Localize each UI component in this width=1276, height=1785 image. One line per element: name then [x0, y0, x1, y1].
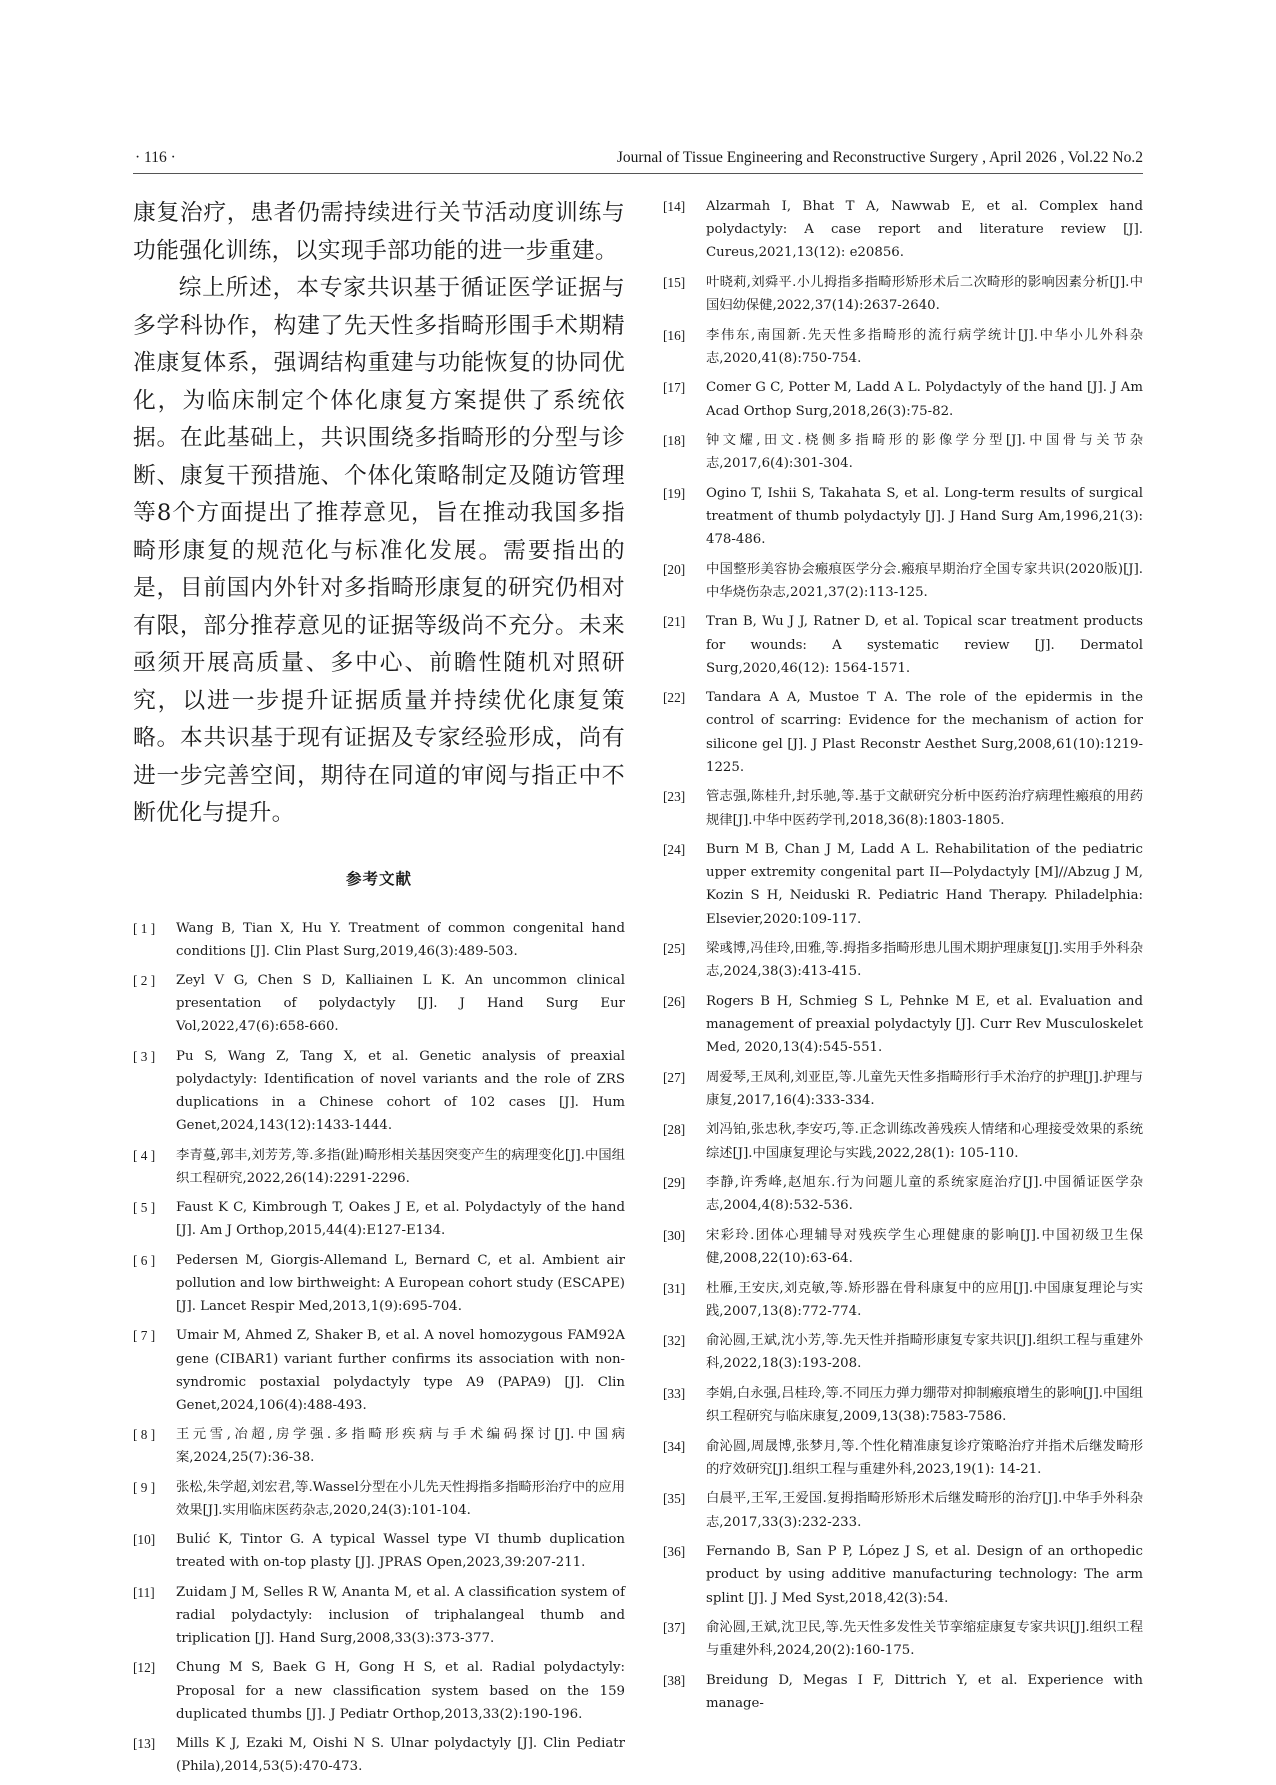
reference-text: Umair M, Ahmed Z, Shaker B, et al. A novel homozygous FAM92A gene (CIBAR1) variant further confirms its association with non-syndromic postaxial polydactyly type A9 (PAPA9) [J]. Clin Genet,2024,106(4):488-493. — [176, 1328, 625, 1413]
reference-item — [133, 1249, 625, 1319]
reference-number: [26] — [663, 993, 686, 1009]
reference-number: [ 9 ] — [133, 1479, 156, 1495]
reference-item — [133, 1423, 625, 1469]
reference-item — [133, 1144, 625, 1190]
reference-text: 钟文耀,田文.桡侧多指畸形的影像学分型[J].中国骨与关节杂志,2017,6(4):301-304. — [706, 433, 1143, 472]
reference-text: 叶晓莉,刘舜平.小儿拇指多指畸形矫形术后二次畸形的影响因素分析[J].中国妇幼保健,2022,37(14):2637-2640. — [706, 274, 1143, 314]
running-title: Journal of Tissue Engineering and Reconstructive Surgery , April 2026 , Vol.22 No.2 — [616, 149, 1143, 166]
reference-item — [663, 937, 1143, 983]
reference-number: [ 2 ] — [133, 973, 156, 988]
reference-text: 李伟东,南国新.先天性多指畸形的流行病学统计[J].中华小儿外科杂志,2020,41(8):750-754. — [706, 327, 1143, 366]
references-heading: 参考文献 — [345, 869, 412, 888]
reference-item — [663, 1066, 1143, 1112]
reference-item — [133, 1045, 625, 1138]
reference-item — [663, 686, 1143, 779]
reference-text: Mills K J, Ezaki M, Oishi N S. Ulnar polydactyly [J]. Clin Pediatr (Phila),2014,53(5):470-473. — [176, 1736, 625, 1775]
reference-number: [16] — [663, 327, 686, 343]
body-paragraph: 康复治疗，患者仍需持续进行关节活动度训练与功能强化训练，以实现手部功能的进一步重建。 — [133, 200, 625, 264]
reference-text: 李青蔓,郭丰,刘芳芳,等.多指(趾)畸形相关基因突变产生的病理变化[J].中国组织工程研究,2022,26(14):2291-2296. — [176, 1147, 625, 1186]
reference-item — [663, 1435, 1143, 1481]
reference-number: [25] — [663, 941, 686, 957]
reference-list-right — [663, 195, 1143, 1715]
reference-text: Ogino T, Ishii S, Takahata S, et al. Long-term results of surgical treatment of thumb polydactyly [J]. J Hand Surg Am,1996,21(3): 478-486. — [706, 485, 1143, 548]
reference-number: [ 1 ] — [133, 920, 156, 936]
reference-text: 刘冯铂,张忠秋,李安巧,等.正念训练改善残疾人情绪和心理接受效果的系统综述[J].中国康复理论与实践,2022,28(1): 105-110. — [706, 1122, 1143, 1161]
reference-number: [21] — [663, 614, 686, 630]
reference-number: [23] — [663, 789, 686, 805]
reference-number: [20] — [663, 561, 686, 577]
reference-item — [663, 271, 1143, 317]
reference-text: Alzarmah I, Bhat T A, Nawwab E, et al. Complex hand polydactyly: A case report and literature review [J]. Cureus,2021,13(12): e20856. — [706, 199, 1143, 261]
reference-number: [34] — [663, 1438, 686, 1454]
reference-item — [133, 1581, 625, 1651]
reference-item — [663, 482, 1143, 552]
reference-number: [27] — [663, 1069, 686, 1085]
reference-text: Chung M S, Baek G H, Gong H S, et al. Radial polydactyly: Proposal for a new classification system based on the 159 duplicated thumbs [J]. J Pediatr Orthop,2013,33(2):190-196. — [176, 1660, 625, 1722]
reference-item — [663, 1118, 1143, 1164]
reference-number: [31] — [663, 1280, 686, 1296]
reference-item — [133, 1732, 625, 1778]
reference-item — [663, 1382, 1143, 1428]
reference-text: 俞沁圆,王斌,沈小芳,等.先天性并指畸形康复专家共识[J].组织工程与重建外科,2022,18(3):193-208. — [706, 1333, 1143, 1372]
reference-text: 张松,朱学超,刘宏君,等.Wassel分型在小儿先天性拇指多指畸形治疗中的应用效果[J].实用临床医药杂志,2020,24(3):101-104. — [176, 1479, 625, 1518]
reference-number: [19] — [663, 485, 686, 501]
reference-item — [133, 969, 625, 1039]
reference-text: Faust K C, Kimbrough T, Oakes J E, et al. Polydactyly of the hand [J]. Am J Orthop,2015,44(4):E127-E134. — [176, 1200, 625, 1239]
reference-list-left — [133, 917, 625, 1779]
reference-text: Zuidam J M, Selles R W, Ananta M, et al. A classification system of radial polydactyly: inclusion of triphalangeal thumb and triplication [J]. Hand Surg,2008,33(3):373-377. — [176, 1584, 625, 1647]
reference-number: [ 7 ] — [133, 1328, 156, 1344]
page-header — [133, 145, 1143, 174]
reference-item — [663, 785, 1143, 831]
reference-text: 杜雁,王安庆,刘克敏,等.矫形器在骨科康复中的应用[J].中国康复理论与实践,2007,13(8):772-774. — [706, 1280, 1143, 1319]
reference-number: [10] — [133, 1532, 156, 1548]
reference-text: Burn M B, Chan J M, Ladd A L. Rehabilitation of the pediatric upper extremity congenital part II—Polydactyly [M]//Abzug J M, Kozin S H, Neiduski R. Pediatric Hand Therapy. Philadelphia: Elsevier,2020:109-117. — [706, 842, 1143, 927]
page-number: · 116 · — [135, 149, 176, 166]
reference-item — [133, 1324, 625, 1417]
reference-number: [ 4 ] — [133, 1147, 156, 1163]
reference-text: Rogers B H, Schmieg S L, Pehnke M E, et al. Evaluation and management of preaxial polydactyly [J]. Curr Rev Musculoskelet Med, 2020,13(4):545-551. — [706, 993, 1143, 1056]
reference-text: 中国整形美容协会瘢痕医学分会.瘢痕早期治疗全国专家共识(2020版)[J].中华烧伤杂志,2021,37(2):113-125. — [706, 561, 1143, 600]
reference-number: [30] — [663, 1227, 686, 1243]
reference-number: [17] — [663, 380, 686, 396]
reference-text: Pedersen M, Giorgis-Allemand L, Bernard C, et al. Ambient air pollution and low birthweight: A European cohort study (ESCAPE) [J]. Lancet Respir Med,2013,1(9):695-704. — [176, 1252, 625, 1315]
reference-text: 白晨平,王军,王爱国.复拇指畸形矫形术后继发畸形的治疗[J].中华手外科杂志,2017,33(3):232-233. — [706, 1491, 1143, 1530]
reference-text: 俞沁圆,王斌,沈卫民,等.先天性多发性关节挛缩症康复专家共识[J].组织工程与重建外科,2024,20(2):160-175. — [706, 1620, 1143, 1659]
reference-item — [663, 1277, 1143, 1323]
reference-text: 宋彩玲.团体心理辅导对残疾学生心理健康的影响[J].中国初级卫生保健,2008,22(10):63-64. — [706, 1227, 1143, 1267]
reference-item — [663, 1329, 1143, 1375]
left-column — [133, 195, 625, 1785]
reference-text: 李娟,白永强,吕桂玲,等.不同压力弹力绷带对抑制瘢痕增生的影响[J].中国组织工程研究与临床康复,2009,13(38):7583-7586. — [706, 1385, 1143, 1425]
reference-text: 王元雪,冶超,房学强.多指畸形疾病与手术编码探讨[J].中国病案,2024,25(7):36-38. — [176, 1427, 625, 1466]
reference-text: Wang B, Tian X, Hu Y. Treatment of common congenital hand conditions [J]. Clin Plast Surg,2019,46(3):489-503. — [176, 920, 625, 959]
reference-text: Tran B, Wu J J, Ratner D, et al. Topical scar treatment products for wounds: A systematic review [J]. Dermatol Surg,2020,46(12): 1564-1571. — [706, 614, 1143, 676]
reference-number: [35] — [663, 1491, 686, 1507]
reference-number: [ 8 ] — [133, 1427, 156, 1443]
reference-item — [133, 917, 625, 963]
reference-item — [133, 1656, 625, 1726]
reference-number: [12] — [133, 1660, 156, 1676]
reference-number: [15] — [663, 274, 686, 290]
reference-number: [38] — [663, 1672, 686, 1688]
reference-item — [663, 195, 1143, 265]
reference-item — [663, 558, 1143, 604]
reference-number: [24] — [663, 842, 686, 858]
reference-number: [14] — [663, 199, 686, 214]
reference-number: [37] — [663, 1620, 686, 1635]
reference-number: [ 6 ] — [133, 1252, 156, 1268]
reference-number: [ 5 ] — [133, 1200, 156, 1216]
reference-text: 李静,许秀峰,赵旭东.行为问题儿童的系统家庭治疗[J].中国循证医学杂志,2004,4(8):532-536. — [706, 1175, 1143, 1214]
reference-number: [18] — [663, 433, 686, 449]
reference-text: Tandara A A, Mustoe T A. The role of the epidermis in the control of scarring: Evidence for the mechanism of action for silicone gel [J]. J Plast Reconstr Aesthet Surg,2008,61(10):1219-1225. — [706, 690, 1143, 775]
reference-text: 周爱琴,王凤利,刘亚臣,等.儿童先天性多指畸形行手术治疗的护理[J].护理与康复,2017,16(4):333-334. — [706, 1069, 1143, 1108]
right-column — [663, 195, 1143, 1721]
reference-text: Pu S, Wang Z, Tang X, et al. Genetic analysis of preaxial polydactyly: Identification of novel variants and the role of ZRS duplications in a Chinese cohort of 102 cases [J]. Hum Genet,2024,143(12):1433-1444. — [176, 1048, 625, 1134]
reference-item — [663, 838, 1143, 931]
reference-item — [663, 1669, 1143, 1715]
reference-number: [29] — [663, 1175, 686, 1191]
reference-text: Bulić K, Tintor G. A typical Wassel type VI thumb duplication treated with on-top plasty [J]. JPRAS Open,2023,39:207-211. — [176, 1532, 625, 1571]
reference-item — [133, 1476, 625, 1522]
reference-item — [663, 376, 1143, 422]
conclusion-paragraph: 综上所述，本专家共识基于循证医学证据与多学科协作，构建了先天性多指畸形围手术期精准康复体系，强调结构重建与功能恢复的协同优化，为临床制定个体化康复方案提供了系统依据。在此基础上，共识围绕多指畸形的分型与诊断、康复干预措施、个体化策略制定及随访管理等8个方面提出了推荐意见，旨在推动我国多指畸形康复的规范化与标准化发展。需要指出的是，目前国内外针对多指畸形康复的研究仍相对有限，部分推荐意见的证据等级尚不充分。未来亟须开展高质量、多中心、前瞻性随机对照研究，以进一步提升证据质量并持续优化康复策略。本共识基于现有证据及专家经验形成，尚有进一步完善空间，期待在同道的审阅与指正中不断优化与提升。 — [133, 275, 625, 826]
reference-number: [32] — [663, 1333, 686, 1349]
reference-number: [ 3 ] — [133, 1048, 156, 1064]
reference-number: [13] — [133, 1736, 156, 1752]
reference-number: [28] — [663, 1122, 686, 1138]
reference-item — [663, 1540, 1143, 1610]
reference-text: 俞沁圆,周晟博,张梦月,等.个性化精准康复诊疗策略治疗并指术后继发畸形的疗效研究[J].组织工程与重建外科,2023,19(1): 14-21. — [706, 1438, 1143, 1477]
reference-text: Comer G C, Potter M, Ladd A L. Polydactyly of the hand [J]. J Am Acad Orthop Surg,2018,26(3):75-82. — [706, 380, 1143, 419]
reference-number: [33] — [663, 1385, 686, 1401]
reference-text: Breidung D, Megas I F, Dittrich Y, et al. Experience with manage- — [706, 1672, 1143, 1711]
reference-number: [22] — [663, 690, 686, 706]
reference-item — [663, 429, 1143, 475]
reference-number: [11] — [133, 1584, 155, 1600]
reference-text: 梁彧博,冯佳玲,田雅,等.拇指多指畸形患儿围术期护理康复[J].实用手外科杂志,2024,38(3):413-415. — [706, 941, 1143, 980]
reference-number: [36] — [663, 1544, 686, 1560]
reference-item — [663, 1171, 1143, 1217]
reference-item — [663, 610, 1143, 680]
reference-text: Fernando B, San P P, López J S, et al. Design of an orthopedic product by using additive manufacturing technology: The arm splint [J]. J Med Syst,2018,42(3):54. — [706, 1544, 1143, 1606]
reference-item — [663, 1224, 1143, 1270]
reference-text: 管志强,陈桂升,封乐驰,等.基于文献研究分析中医药治疗病理性瘢痕的用药规律[J].中华中医药学刊,2018,36(8):1803-1805. — [706, 789, 1143, 828]
reference-item — [663, 990, 1143, 1060]
reference-item — [133, 1196, 625, 1242]
reference-text: Zeyl V G, Chen S D, Kalliainen L K. An uncommon clinical presentation of polydactyly [J]. J Hand Surg Eur Vol,2022,47(6):658-660. — [176, 973, 625, 1035]
reference-item — [663, 324, 1143, 370]
reference-item — [663, 1487, 1143, 1533]
reference-item — [663, 1616, 1143, 1662]
reference-item — [133, 1528, 625, 1574]
